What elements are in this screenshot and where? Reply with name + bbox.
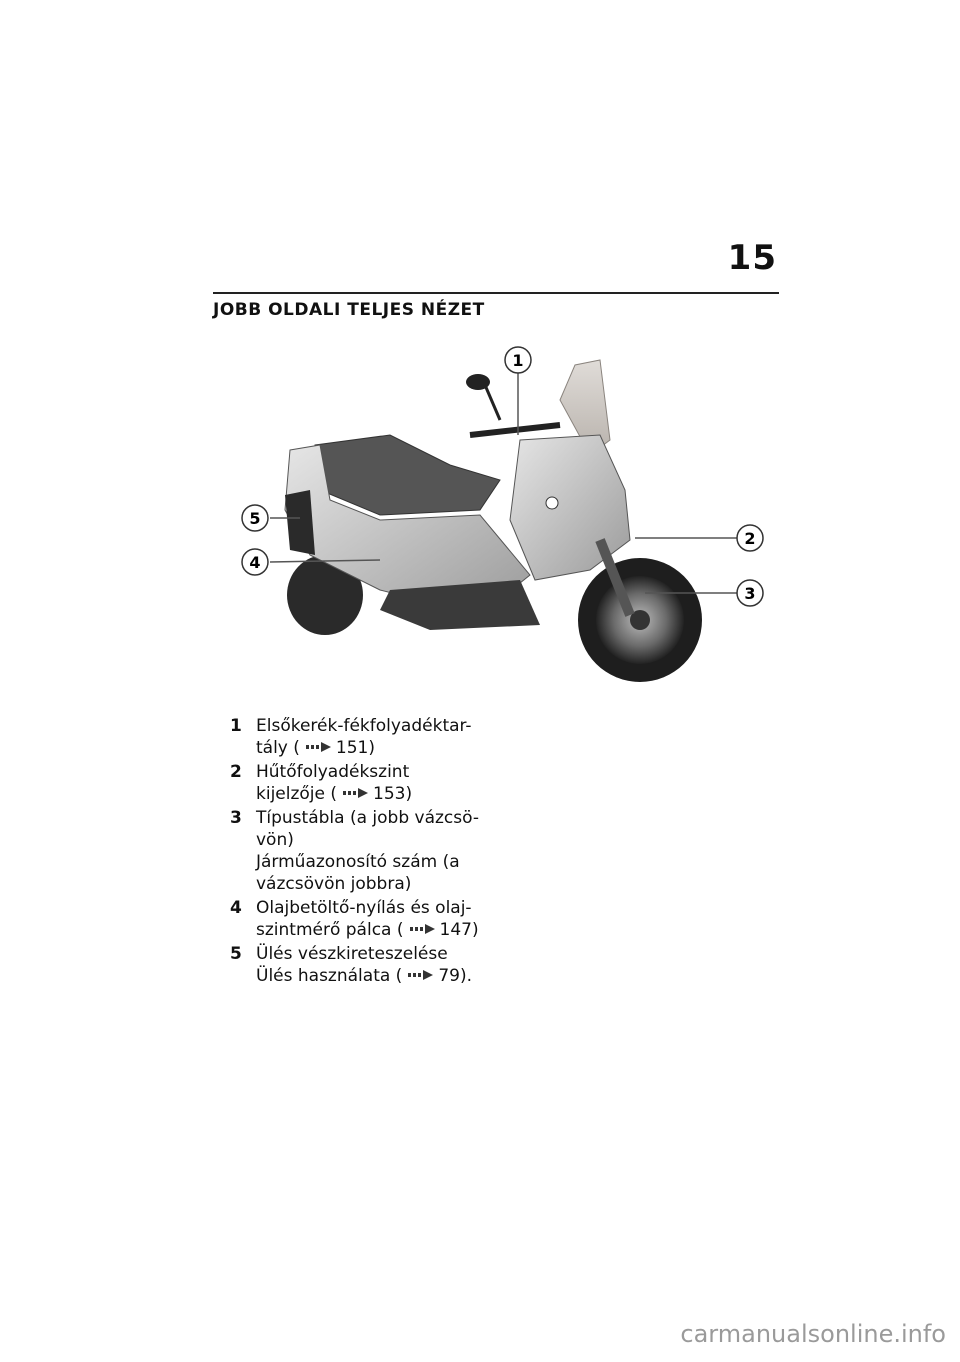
ref-open-paren: ( xyxy=(287,738,300,758)
ref-page: 147) xyxy=(439,920,479,940)
ref-open-paren: ( xyxy=(390,966,403,986)
callout-5-label: 5 xyxy=(249,509,261,528)
legend-line: Elsőkerék-fékfolyadéktar- xyxy=(256,716,472,736)
callout-1 xyxy=(505,347,531,373)
legend-text xyxy=(256,943,500,987)
callout-2-label: 2 xyxy=(744,529,756,548)
legend-list xyxy=(230,715,500,989)
ref-page: 79). xyxy=(438,966,472,986)
legend-line: Hűtőfolyadékszint kijelzője ( 153) xyxy=(256,762,413,804)
legend-line: Ülés vészkireteszelése xyxy=(256,944,448,964)
legend-item-2 xyxy=(230,761,500,805)
legend-item-5 xyxy=(230,943,500,987)
legend-text xyxy=(256,897,500,941)
legend-number: 5 xyxy=(230,944,242,964)
legend-number: 1 xyxy=(230,716,242,736)
page-reference[interactable] xyxy=(325,784,412,804)
callout-4-label: 4 xyxy=(249,553,261,572)
legend-line: Ülés használata ( 79). xyxy=(256,966,472,986)
arrow-reference-icon xyxy=(343,783,369,805)
page-reference[interactable] xyxy=(288,738,375,758)
callout-3-label: 3 xyxy=(744,584,756,603)
legend-line: vázcsövön jobbra) xyxy=(256,874,412,894)
arrow-reference-icon xyxy=(306,737,332,759)
ref-open-paren: ( xyxy=(391,920,404,940)
page-reference[interactable] xyxy=(390,966,472,986)
legend-line: vön) xyxy=(256,830,294,850)
legend-text xyxy=(256,715,500,759)
callout-3 xyxy=(737,580,763,606)
header-rule xyxy=(213,292,779,294)
arrow-reference-icon xyxy=(410,919,436,941)
legend-item-4 xyxy=(230,897,500,941)
legend-number: 3 xyxy=(230,808,242,828)
legend-line: tály ( 151) xyxy=(256,738,376,758)
arrow-reference-icon xyxy=(408,965,434,987)
legend-item-3 xyxy=(230,807,500,895)
legend-line: Olajbetöltő-nyílás és olaj- xyxy=(256,898,472,918)
callout-4 xyxy=(242,549,268,575)
callout-5 xyxy=(242,505,268,531)
legend-line: Típustábla (a jobb vázcsö- xyxy=(256,808,479,828)
legend-number: 2 xyxy=(230,762,242,782)
legend-text xyxy=(256,761,500,805)
watermark: carmanualsonline.info xyxy=(680,1320,946,1348)
callout-2 xyxy=(737,525,763,551)
ref-page: 153) xyxy=(373,784,413,804)
legend-number: 4 xyxy=(230,898,242,918)
page-reference[interactable] xyxy=(391,920,478,940)
ref-open-paren: ( xyxy=(324,784,338,804)
legend-line: Járműazonosító szám (a xyxy=(256,852,460,872)
page-number: 15 xyxy=(727,238,777,278)
legend-text xyxy=(256,807,500,895)
legend-item-1 xyxy=(230,715,500,759)
callout-1-label: 1 xyxy=(512,351,524,370)
section-title: JOBB OLDALI TELJES NÉZET xyxy=(213,300,485,320)
scooter-illustration xyxy=(230,340,780,700)
ref-page: 151) xyxy=(335,738,376,758)
legend-line: szintmérő pálca ( 147) xyxy=(256,920,479,940)
